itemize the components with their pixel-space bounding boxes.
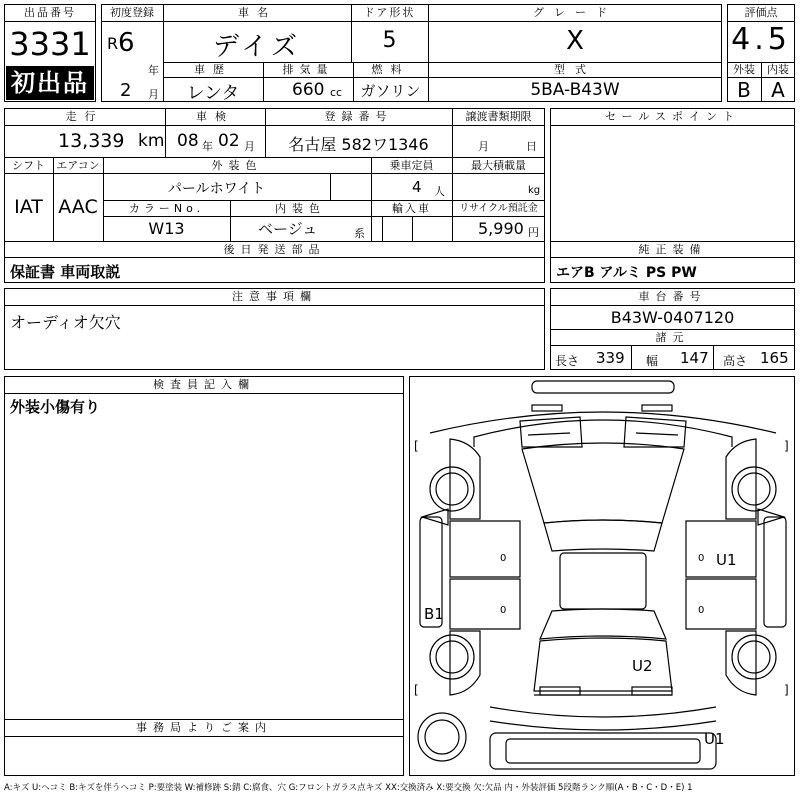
ext-grade-label: 外装 <box>733 63 755 76</box>
lot-number: 3331 <box>9 25 91 63</box>
door-value: 5 <box>382 28 397 53</box>
inspector-box <box>4 376 404 776</box>
equipment-value: エアB アルミ PS PW <box>556 265 697 281</box>
length-value: 339 <box>596 349 625 367</box>
capacity-label: 乗車定員 <box>389 159 434 172</box>
bracket-right-2: ] <box>784 683 789 697</box>
car-diagram-box <box>409 376 795 776</box>
inspector-label: 検査員記入欄 <box>153 378 255 391</box>
bracket-left-1: [ <box>414 439 419 453</box>
recycle-label: リサイクル預託金 <box>459 203 538 214</box>
reg-number: 名古屋 582ワ1346 <box>288 135 429 154</box>
zero-mark-4: 0 <box>698 605 705 616</box>
import-label: 輸入車 <box>392 202 431 215</box>
door-label: ドア形状 <box>363 6 416 19</box>
score-value: 4.5 <box>731 22 791 57</box>
car-name: デイズ <box>213 32 301 62</box>
load-unit: kg <box>528 185 541 196</box>
int-color-label: 内装色 <box>275 202 326 215</box>
office-label: 事務局よりご案内 <box>136 721 272 734</box>
zero-mark-2: 0 <box>698 553 705 564</box>
later-parts: 保証書 車両取説 <box>10 263 121 281</box>
first-reg-era: R <box>107 34 119 53</box>
first-reg-label: 初度登録 <box>110 6 154 19</box>
model-label: 型式 <box>554 63 596 76</box>
later-parts-label: 後日発送部品 <box>223 243 326 256</box>
int-grade: A <box>771 78 785 102</box>
sales-point-label: セールスポイント <box>604 110 740 123</box>
color-no: W13 <box>148 219 185 238</box>
model-value: 5BA-B43W <box>530 80 620 100</box>
bracket-left-2: [ <box>414 683 419 697</box>
inspection-month-unit: 月 <box>244 140 255 153</box>
height-label: 高さ <box>723 354 748 368</box>
shift-value: IAT <box>14 196 43 218</box>
history-value: レンタ <box>186 83 240 104</box>
mileage-label: 走行 <box>65 110 104 123</box>
disp-value: 660 <box>292 80 325 100</box>
length-label: 長さ <box>555 354 580 368</box>
car-diagram <box>410 377 796 777</box>
chassis-number: B43W-0407120 <box>610 308 735 327</box>
ext-grade: B <box>737 78 751 102</box>
grade-value: X <box>566 26 584 56</box>
inspection-month: 02 <box>218 131 240 151</box>
capacity-unit: 人 <box>434 185 445 198</box>
transfer-month: 月 <box>478 140 489 153</box>
disp-unit: cc <box>330 86 343 99</box>
damage-mark-u1-right: U1 <box>716 551 737 569</box>
first-reg-month-unit: 月 <box>148 88 159 101</box>
damage-mark-u2-rear: U2 <box>632 657 653 675</box>
ac-value: AAC <box>58 196 98 218</box>
first-reg-month: 2 <box>120 80 132 101</box>
history-label: 車歴 <box>194 63 232 76</box>
dims-label: 諸元 <box>655 331 690 344</box>
damage-legend: A:キズ U:ヘコミ B:キズを伴うヘコミ P:要塗装 W:補修跡 S:錆 C:腐食、穴 G:フロントガラス点キズ XX:交換済み X:要交換 欠:欠品 内・外装評価 5段階ランク順(A・B・C・D・E) 1 <box>4 783 693 793</box>
first-reg-year-unit: 年 <box>148 64 159 77</box>
color-no-label: カラーNo. <box>128 202 205 215</box>
int-color-unit: 系 <box>354 227 365 240</box>
car-name-label: 車名 <box>238 6 276 19</box>
damage-mark-u1-bottom: U1 <box>704 730 725 748</box>
mileage-unit: km <box>138 131 165 151</box>
ext-color-label: 外装色 <box>211 159 263 172</box>
fuel-value: ガソリン <box>360 82 421 100</box>
ac-label: エアコン <box>56 159 100 172</box>
inspection-year-unit: 年 <box>202 140 213 153</box>
transfer-day: 日 <box>526 140 537 153</box>
chassis-label: 車台番号 <box>638 290 707 303</box>
capacity-value: 4 <box>412 178 422 196</box>
zero-mark-3: 0 <box>500 605 507 616</box>
fuel-label: 燃料 <box>371 63 410 76</box>
height-value: 165 <box>760 349 789 367</box>
ext-color: パールホワイト <box>167 181 266 197</box>
damage-mark-b1-left: B1 <box>424 605 444 623</box>
width-value: 147 <box>680 349 709 367</box>
first-reg-year: 6 <box>118 28 135 58</box>
disp-label: 排気量 <box>282 63 334 76</box>
notes-label: 注意事項欄 <box>232 290 317 303</box>
equipment-label: 純正装備 <box>638 243 707 256</box>
inspection-label: 車検 <box>196 110 234 123</box>
lot-label: 出品番号 <box>24 6 76 19</box>
notes-value: オーディオ欠穴 <box>10 313 121 332</box>
transfer-label: 譲渡書類期限 <box>465 110 532 123</box>
int-color: ベージュ <box>258 220 318 238</box>
load-label: 最大積載量 <box>471 159 526 172</box>
inspector-notes: 外装小傷有り <box>10 398 101 416</box>
int-grade-label: 内装 <box>767 63 789 76</box>
first-listing-badge: 初出品 <box>6 66 94 100</box>
width-label: 幅 <box>646 354 659 368</box>
recycle-value: 5,990 <box>478 219 524 238</box>
inspection-year: 08 <box>177 131 199 151</box>
bracket-right-1: ] <box>784 439 789 453</box>
grade-label: グレード <box>533 6 617 19</box>
shift-label: シフト <box>12 159 45 172</box>
recycle-unit: 円 <box>528 226 539 239</box>
reg-number-label: 登録番号 <box>324 110 393 123</box>
zero-mark-1: 0 <box>500 553 507 564</box>
score-label: 評価点 <box>744 6 778 19</box>
mileage-value: 13,339 <box>58 130 125 152</box>
